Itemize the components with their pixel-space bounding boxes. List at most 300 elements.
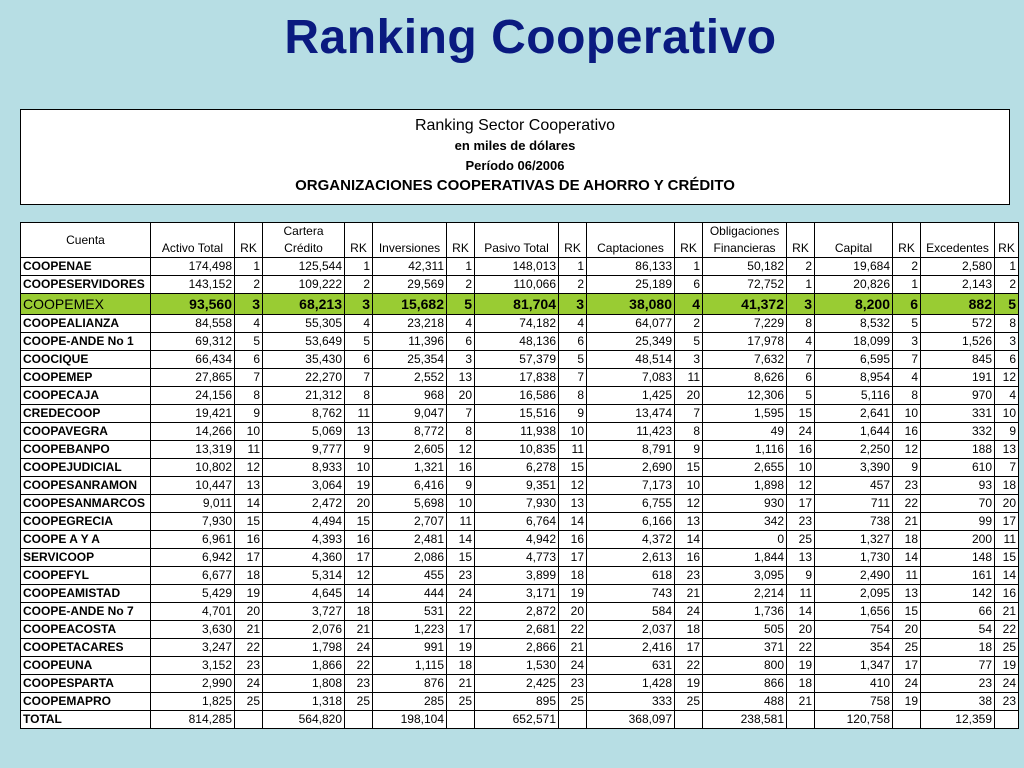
cooperative-name: COOPENAE	[21, 258, 151, 276]
rank-cell: 16	[559, 531, 587, 549]
value-cell: 2,552	[373, 369, 447, 387]
value-cell: 9,011	[151, 495, 235, 513]
rank-cell: 20	[559, 603, 587, 621]
rank-cell	[675, 711, 703, 729]
cooperative-name: COOPEUNA	[21, 657, 151, 675]
value-cell: 2,481	[373, 531, 447, 549]
value-cell: 368,097	[587, 711, 675, 729]
rank-cell: 21	[893, 513, 921, 531]
value-cell: 12,359	[921, 711, 995, 729]
rank-cell: 2	[893, 258, 921, 276]
report-header	[20, 109, 1010, 205]
rank-cell: 8	[995, 315, 1019, 333]
value-cell: 1,644	[815, 423, 893, 441]
cooperative-name: COOPEJUDICIAL	[21, 459, 151, 477]
rank-cell: 13	[559, 495, 587, 513]
rank-cell	[235, 711, 263, 729]
value-cell: 35,430	[263, 351, 345, 369]
ranking-table	[20, 222, 1019, 729]
value-cell: 1,808	[263, 675, 345, 693]
rank-cell: 22	[559, 621, 587, 639]
value-cell: 15,682	[373, 294, 447, 315]
value-cell: 3,390	[815, 459, 893, 477]
rank-cell: 1	[787, 276, 815, 294]
value-cell: 10,447	[151, 477, 235, 495]
rank-cell: 7	[787, 351, 815, 369]
value-cell: 19,421	[151, 405, 235, 423]
rank-cell: 9	[447, 477, 475, 495]
report-period: Período 06/2006	[465, 158, 565, 173]
value-cell: 7,229	[703, 315, 787, 333]
value-cell: 3,064	[263, 477, 345, 495]
rank-cell: 13	[995, 441, 1019, 459]
col-rk-header: RK	[675, 240, 703, 258]
value-cell: 2,143	[921, 276, 995, 294]
value-cell: 8,772	[373, 423, 447, 441]
value-cell: 2,250	[815, 441, 893, 459]
cooperative-name: COOPEMAPRO	[21, 693, 151, 711]
table-row	[21, 567, 1019, 585]
rank-cell: 20	[447, 387, 475, 405]
cooperative-name: COOPEGRECIA	[21, 513, 151, 531]
value-cell: 738	[815, 513, 893, 531]
table-row	[21, 621, 1019, 639]
rank-cell: 21	[559, 639, 587, 657]
rank-cell: 11	[345, 405, 373, 423]
value-cell: 20,826	[815, 276, 893, 294]
rank-cell: 18	[675, 621, 703, 639]
rank-cell: 20	[893, 621, 921, 639]
table-row	[21, 423, 1019, 441]
report-sector: ORGANIZACIONES COOPERATIVAS DE AHORRO Y CRÉDITO	[295, 177, 735, 194]
cooperative-name: COOPE-ANDE No 7	[21, 603, 151, 621]
rank-cell: 17	[235, 549, 263, 567]
cooperative-name: COOPE A Y A	[21, 531, 151, 549]
value-cell: 198,104	[373, 711, 447, 729]
value-cell: 970	[921, 387, 995, 405]
rank-cell: 11	[995, 531, 1019, 549]
value-cell: 142	[921, 585, 995, 603]
value-cell: 54	[921, 621, 995, 639]
value-cell: 3,095	[703, 567, 787, 585]
value-cell: 1,223	[373, 621, 447, 639]
rank-cell: 14	[675, 531, 703, 549]
rank-cell: 3	[787, 294, 815, 315]
cooperative-name: SERVICOOP	[21, 549, 151, 567]
rank-cell: 20	[345, 495, 373, 513]
value-cell: 6,416	[373, 477, 447, 495]
rank-cell: 16	[787, 441, 815, 459]
rank-cell: 14	[235, 495, 263, 513]
rank-cell: 6	[995, 351, 1019, 369]
rank-cell: 12	[893, 441, 921, 459]
value-cell: 125,544	[263, 258, 345, 276]
rank-cell: 6	[235, 351, 263, 369]
value-cell: 57,379	[475, 351, 559, 369]
value-cell: 1,327	[815, 531, 893, 549]
rank-cell: 1	[345, 258, 373, 276]
value-cell: 1,321	[373, 459, 447, 477]
value-cell: 38	[921, 693, 995, 711]
value-cell: 5,116	[815, 387, 893, 405]
cooperative-name: COOPEFYL	[21, 567, 151, 585]
rank-cell: 20	[995, 495, 1019, 513]
rank-cell: 22	[675, 657, 703, 675]
value-cell: 4,372	[587, 531, 675, 549]
rank-cell: 4	[235, 315, 263, 333]
table-row	[21, 477, 1019, 495]
value-cell: 8,200	[815, 294, 893, 315]
cooperative-name: COOPEMEX	[21, 294, 151, 315]
report-title: Ranking Sector Cooperativo	[414, 117, 616, 134]
rank-cell: 19	[447, 639, 475, 657]
value-cell: 930	[703, 495, 787, 513]
value-cell: 29,569	[373, 276, 447, 294]
slide-title: Ranking Cooperativo	[284, 11, 777, 64]
table-row	[21, 549, 1019, 567]
value-cell: 17,978	[703, 333, 787, 351]
value-cell: 25,189	[587, 276, 675, 294]
value-cell: 110,066	[475, 276, 559, 294]
rank-cell: 15	[559, 459, 587, 477]
rank-cell: 5	[787, 387, 815, 405]
rank-cell: 14	[447, 531, 475, 549]
rank-cell: 19	[235, 585, 263, 603]
rank-cell: 25	[235, 693, 263, 711]
rank-cell: 13	[787, 549, 815, 567]
value-cell: 72,752	[703, 276, 787, 294]
rank-cell: 10	[893, 405, 921, 423]
col-rk-header: RK	[787, 240, 815, 258]
value-cell: 50,182	[703, 258, 787, 276]
value-cell: 53,649	[263, 333, 345, 351]
rank-cell: 17	[447, 621, 475, 639]
rank-cell: 6	[345, 351, 373, 369]
rank-cell: 20	[787, 621, 815, 639]
value-cell: 143,152	[151, 276, 235, 294]
value-cell: 5,429	[151, 585, 235, 603]
rank-cell: 19	[559, 585, 587, 603]
value-cell: 455	[373, 567, 447, 585]
value-cell: 8,954	[815, 369, 893, 387]
rank-cell: 23	[345, 675, 373, 693]
value-cell: 19,684	[815, 258, 893, 276]
rank-cell: 2	[447, 276, 475, 294]
rank-cell: 7	[447, 405, 475, 423]
value-cell: 5,069	[263, 423, 345, 441]
value-cell: 2,490	[815, 567, 893, 585]
col-excedentes-header: Excedentes	[921, 240, 995, 258]
value-cell: 342	[703, 513, 787, 531]
rank-cell: 5	[995, 294, 1019, 315]
value-cell: 42,311	[373, 258, 447, 276]
rank-cell: 14	[787, 603, 815, 621]
col-pasivo-header: Pasivo Total	[475, 240, 559, 258]
rank-cell: 8	[345, 387, 373, 405]
value-cell: 2,580	[921, 258, 995, 276]
value-cell: 10,802	[151, 459, 235, 477]
rank-cell: 13	[345, 423, 373, 441]
value-cell: 8,762	[263, 405, 345, 423]
rank-cell: 4	[447, 315, 475, 333]
rank-cell: 25	[447, 693, 475, 711]
value-cell: 4,360	[263, 549, 345, 567]
rank-cell: 8	[787, 315, 815, 333]
rank-cell: 16	[235, 531, 263, 549]
col-cartera-header-bottom: Crédito	[263, 240, 345, 258]
rank-cell: 18	[559, 567, 587, 585]
rank-cell: 14	[345, 585, 373, 603]
rank-cell: 23	[235, 657, 263, 675]
table-row	[21, 333, 1019, 351]
rank-cell: 11	[447, 513, 475, 531]
value-cell: 285	[373, 693, 447, 711]
rank-cell: 18	[995, 477, 1019, 495]
value-cell: 3,899	[475, 567, 559, 585]
rank-cell: 2	[235, 276, 263, 294]
value-cell: 1,736	[703, 603, 787, 621]
rank-cell	[787, 711, 815, 729]
value-cell: 2,472	[263, 495, 345, 513]
table-row	[21, 294, 1019, 315]
rank-cell: 23	[675, 567, 703, 585]
value-cell: 631	[587, 657, 675, 675]
value-cell: 3,630	[151, 621, 235, 639]
value-cell: 7,083	[587, 369, 675, 387]
value-cell: 2,872	[475, 603, 559, 621]
rank-cell: 17	[345, 549, 373, 567]
col-activo-header: Activo Total	[151, 240, 235, 258]
table-row	[21, 603, 1019, 621]
rank-cell: 15	[787, 405, 815, 423]
value-cell: 4,393	[263, 531, 345, 549]
value-cell: 1,526	[921, 333, 995, 351]
rank-cell: 25	[345, 693, 373, 711]
value-cell: 48,514	[587, 351, 675, 369]
value-cell: 333	[587, 693, 675, 711]
rank-cell: 4	[787, 333, 815, 351]
value-cell: 4,494	[263, 513, 345, 531]
rank-cell: 8	[893, 387, 921, 405]
cooperative-name: COOPE-ANDE No 1	[21, 333, 151, 351]
rank-cell: 15	[235, 513, 263, 531]
col-captaciones-header: Captaciones	[587, 240, 675, 258]
value-cell: 866	[703, 675, 787, 693]
rank-cell: 16	[447, 459, 475, 477]
value-cell: 814,285	[151, 711, 235, 729]
value-cell: 845	[921, 351, 995, 369]
value-cell: 68,213	[263, 294, 345, 315]
rank-cell: 13	[235, 477, 263, 495]
value-cell: 8,532	[815, 315, 893, 333]
value-cell: 895	[475, 693, 559, 711]
value-cell: 41,372	[703, 294, 787, 315]
rank-cell: 12	[235, 459, 263, 477]
rank-cell: 4	[893, 369, 921, 387]
value-cell: 24,156	[151, 387, 235, 405]
value-cell: 120,758	[815, 711, 893, 729]
rank-cell: 22	[787, 639, 815, 657]
rank-cell: 5	[893, 315, 921, 333]
value-cell: 6,755	[587, 495, 675, 513]
rank-cell: 6	[893, 294, 921, 315]
rank-cell: 6	[787, 369, 815, 387]
rank-cell: 11	[787, 585, 815, 603]
value-cell: 9,351	[475, 477, 559, 495]
value-cell: 74,182	[475, 315, 559, 333]
rank-cell: 10	[995, 405, 1019, 423]
value-cell: 99	[921, 513, 995, 531]
value-cell: 69,312	[151, 333, 235, 351]
value-cell: 2,641	[815, 405, 893, 423]
value-cell: 3,247	[151, 639, 235, 657]
value-cell: 2,076	[263, 621, 345, 639]
rank-cell: 11	[675, 369, 703, 387]
rank-cell: 21	[675, 585, 703, 603]
rank-cell: 17	[995, 513, 1019, 531]
table-header	[21, 223, 1019, 258]
cooperative-name: COOPEBANPO	[21, 441, 151, 459]
rank-cell: 15	[893, 603, 921, 621]
rank-cell: 9	[995, 423, 1019, 441]
rank-cell: 18	[235, 567, 263, 585]
rank-cell: 23	[447, 567, 475, 585]
rank-cell: 13	[675, 513, 703, 531]
value-cell: 371	[703, 639, 787, 657]
value-cell: 66	[921, 603, 995, 621]
value-cell: 7,930	[475, 495, 559, 513]
value-cell: 16,586	[475, 387, 559, 405]
rank-cell: 2	[559, 276, 587, 294]
col-rk-header: RK	[345, 240, 373, 258]
rank-cell: 5	[235, 333, 263, 351]
col-rk-header: RK	[995, 240, 1019, 258]
value-cell: 13,474	[587, 405, 675, 423]
rank-cell: 12	[675, 495, 703, 513]
value-cell: 754	[815, 621, 893, 639]
rank-cell: 7	[995, 459, 1019, 477]
value-cell: 1,825	[151, 693, 235, 711]
value-cell: 2,707	[373, 513, 447, 531]
rank-cell: 10	[559, 423, 587, 441]
value-cell: 55,305	[263, 315, 345, 333]
rank-cell: 10	[675, 477, 703, 495]
value-cell: 1,866	[263, 657, 345, 675]
value-cell: 81,704	[475, 294, 559, 315]
rank-cell: 3	[893, 333, 921, 351]
value-cell: 2,613	[587, 549, 675, 567]
value-cell: 488	[703, 693, 787, 711]
col-rk-header: RK	[893, 240, 921, 258]
rank-cell: 16	[893, 423, 921, 441]
table-row	[21, 258, 1019, 276]
rank-cell: 25	[787, 531, 815, 549]
value-cell: 9,777	[263, 441, 345, 459]
value-cell: 38,080	[587, 294, 675, 315]
value-cell: 531	[373, 603, 447, 621]
value-cell: 11,396	[373, 333, 447, 351]
value-cell: 93,560	[151, 294, 235, 315]
rank-cell: 13	[447, 369, 475, 387]
rank-cell: 1	[893, 276, 921, 294]
rank-cell: 9	[675, 441, 703, 459]
col-cartera-header-top: Cartera	[263, 223, 345, 241]
rank-cell: 17	[893, 657, 921, 675]
value-cell: 2,681	[475, 621, 559, 639]
value-cell: 77	[921, 657, 995, 675]
value-cell: 2,990	[151, 675, 235, 693]
rank-cell: 15	[345, 513, 373, 531]
table-row	[21, 441, 1019, 459]
rank-cell: 4	[675, 294, 703, 315]
value-cell: 1,898	[703, 477, 787, 495]
rank-cell: 9	[787, 567, 815, 585]
rank-cell: 10	[345, 459, 373, 477]
rank-cell: 7	[345, 369, 373, 387]
value-cell: 148,013	[475, 258, 559, 276]
cooperative-name: CREDECOOP	[21, 405, 151, 423]
rank-cell: 12	[559, 477, 587, 495]
rank-cell: 22	[893, 495, 921, 513]
value-cell: 2,655	[703, 459, 787, 477]
rank-cell: 18	[893, 531, 921, 549]
rank-cell: 5	[345, 333, 373, 351]
rank-cell: 20	[235, 603, 263, 621]
value-cell: 22,270	[263, 369, 345, 387]
col-cuenta-header: Cuenta	[21, 223, 151, 258]
value-cell: 6,961	[151, 531, 235, 549]
col-rk-header: RK	[559, 240, 587, 258]
rank-cell: 6	[675, 276, 703, 294]
value-cell: 9,047	[373, 405, 447, 423]
cooperative-name: COOPEAMISTAD	[21, 585, 151, 603]
rank-cell: 8	[559, 387, 587, 405]
value-cell: 4,645	[263, 585, 345, 603]
value-cell: 610	[921, 459, 995, 477]
rank-cell: 11	[559, 441, 587, 459]
value-cell: 2,416	[587, 639, 675, 657]
cooperative-name: COOPESERVIDORES	[21, 276, 151, 294]
value-cell: 148	[921, 549, 995, 567]
value-cell: 332	[921, 423, 995, 441]
rank-cell: 1	[675, 258, 703, 276]
value-cell: 2,866	[475, 639, 559, 657]
value-cell: 11,423	[587, 423, 675, 441]
value-cell: 1,844	[703, 549, 787, 567]
rank-cell: 21	[787, 693, 815, 711]
cooperative-name: COOPEMEP	[21, 369, 151, 387]
rank-cell: 24	[559, 657, 587, 675]
value-cell: 109,222	[263, 276, 345, 294]
rank-cell: 24	[345, 639, 373, 657]
rank-cell: 2	[995, 276, 1019, 294]
rank-cell: 4	[559, 315, 587, 333]
rank-cell: 21	[235, 621, 263, 639]
value-cell: 25,354	[373, 351, 447, 369]
rank-cell: 8	[235, 387, 263, 405]
value-cell: 876	[373, 675, 447, 693]
rank-cell: 1	[559, 258, 587, 276]
rank-cell: 2	[787, 258, 815, 276]
rank-cell: 21	[345, 621, 373, 639]
rank-cell	[893, 711, 921, 729]
rank-cell: 15	[447, 549, 475, 567]
rank-cell: 14	[995, 567, 1019, 585]
rank-cell: 18	[787, 675, 815, 693]
rank-cell: 18	[345, 603, 373, 621]
cooperative-name: COOPAVEGRA	[21, 423, 151, 441]
value-cell: 758	[815, 693, 893, 711]
